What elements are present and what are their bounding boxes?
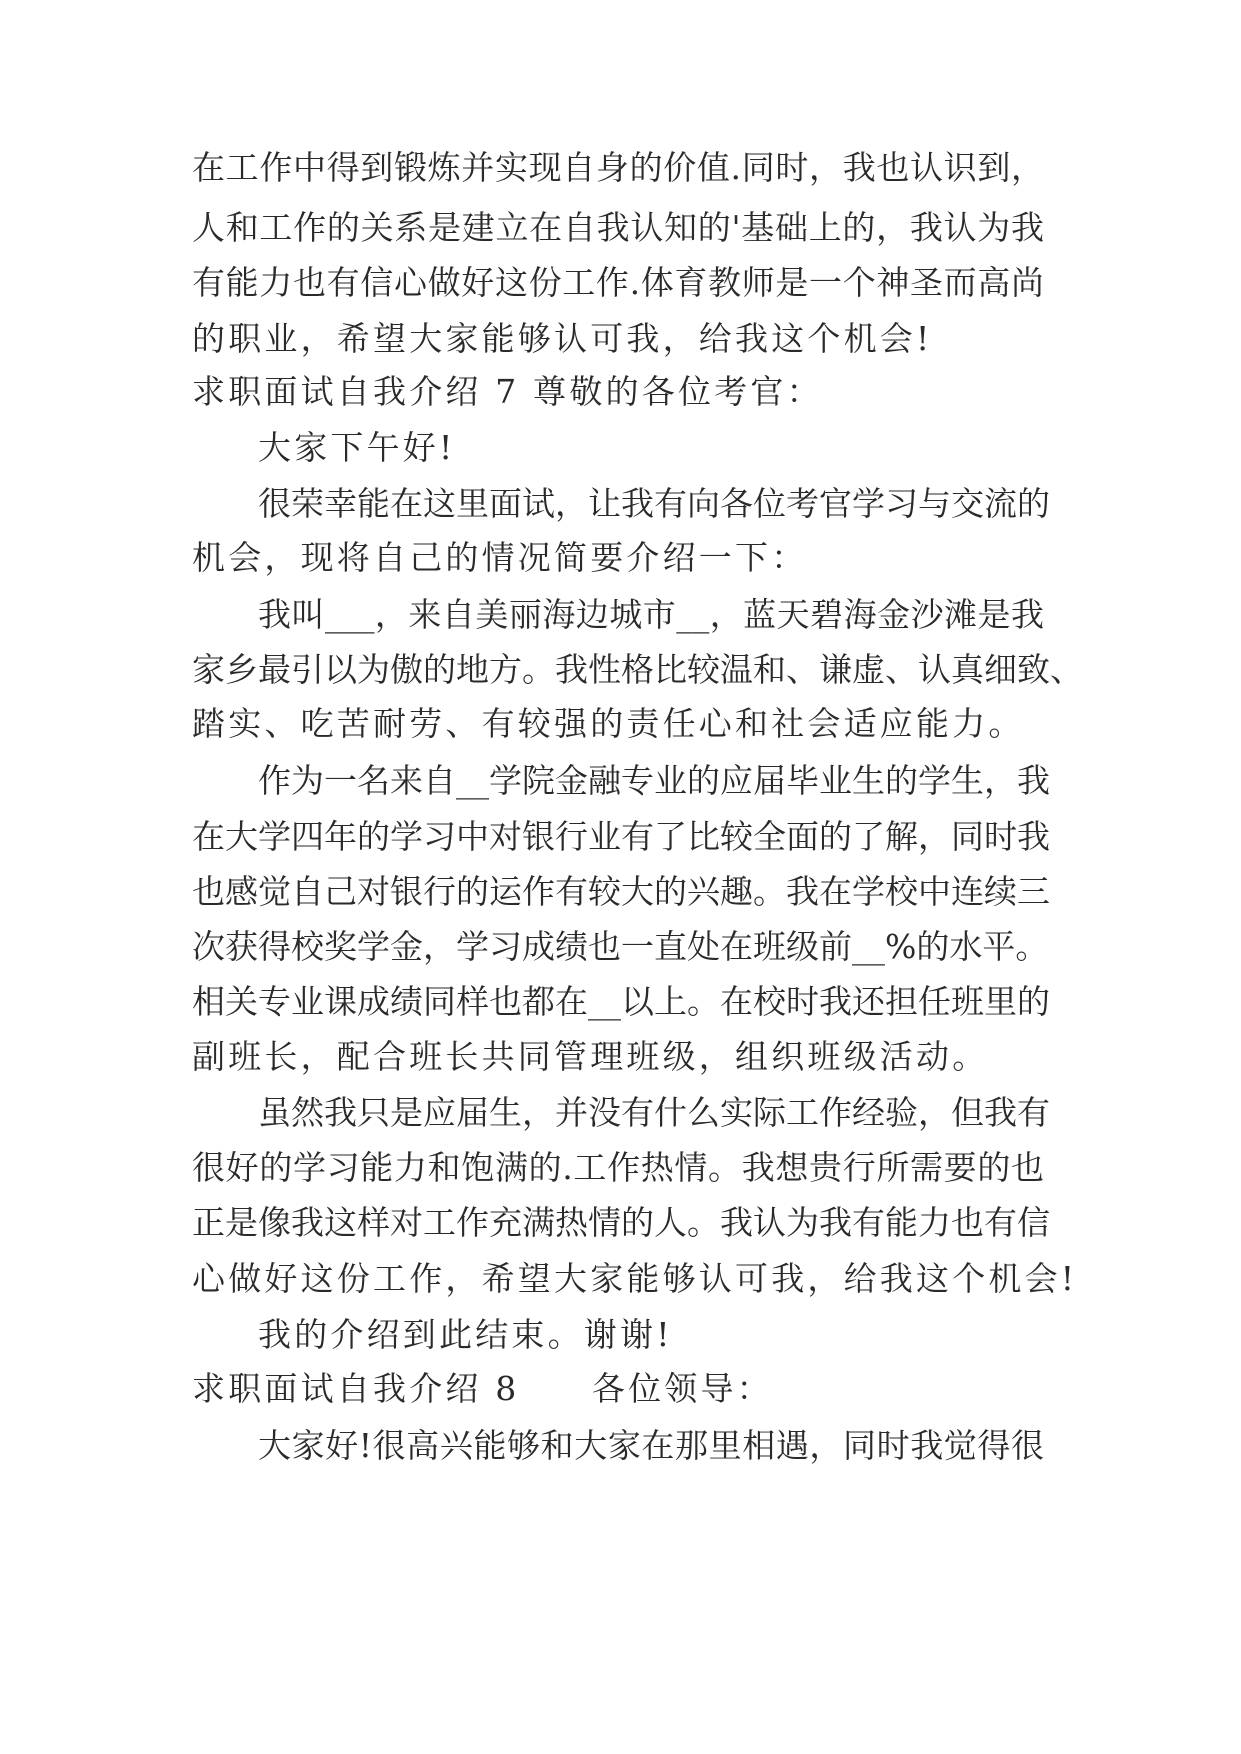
body-text-line: 人和工作的关系是建立在自我认知的'基础上的，我认为我 [192, 208, 1044, 247]
body-text-line: 我叫___，来自美丽海边城市__，蓝天碧海金沙滩是我 [258, 595, 1044, 634]
body-text-line: 虽然我只是应届生，并没有什么实际工作经验，但我有 [258, 1093, 1050, 1132]
body-text-line: 副班长，配合班长共同管理班级，组织班级活动。 [192, 1037, 989, 1076]
body-text-line: 心做好这份工作，希望大家能够认可我，给我这个机会! [192, 1259, 1078, 1298]
body-text-line: 家乡最引以为傲的地方。我性格比较温和、谦虚、认真细致、 [192, 650, 1083, 689]
body-text-line: 在大学四年的学习中对银行业有了比较全面的了解，同时我 [192, 817, 1050, 856]
body-text-line: 很荣幸能在这里面试，让我有向各位考官学习与交流的 [258, 484, 1050, 523]
body-text-line: 机会，现将自己的情况简要介绍一下： [192, 538, 808, 577]
closing-line: 我的介绍到此结束。谢谢! [258, 1315, 673, 1354]
body-text-line: 有能力也有信心做好这份工作.体育教师是一个神圣而高尚 [192, 263, 1044, 302]
body-text-line: 相关专业课成绩同样也都在__以上。在校时我还担任班里的 [192, 982, 1050, 1021]
section-heading: 求职面试自我介绍 8 各位领导： [192, 1369, 773, 1408]
body-text-line: 正是像我这样对工作充满热情的人。我认为我有能力也有信 [192, 1203, 1050, 1242]
body-text-line: 很好的学习能力和饱满的.工作热情。我想贵行所需要的也 [192, 1148, 1044, 1187]
body-text-line: 大家好!很高兴能够和大家在那里相遇，同时我觉得很 [258, 1426, 1044, 1465]
section-heading: 求职面试自我介绍 7 尊敬的各位考官： [192, 372, 823, 411]
body-text-line: 踏实、吃苦耐劳、有较强的责任心和社会适应能力。 [192, 704, 1025, 743]
body-text-line: 也感觉自己对银行的运作有较大的兴趣。我在学校中连续三 [192, 872, 1050, 911]
body-text-line: 在工作中得到锻炼并实现自身的价值.同时，我也认识到， [192, 148, 1044, 187]
body-text-line: 作为一名来自__学院金融专业的应届毕业生的学生，我 [258, 761, 1050, 800]
greeting-line: 大家下午好! [258, 428, 456, 467]
body-text-line: 的职业，希望大家能够认可我，给我这个机会! [192, 319, 933, 358]
body-text-line: 次获得校奖学金，学习成绩也一直处在班级前__%的水平。 [192, 927, 1049, 966]
